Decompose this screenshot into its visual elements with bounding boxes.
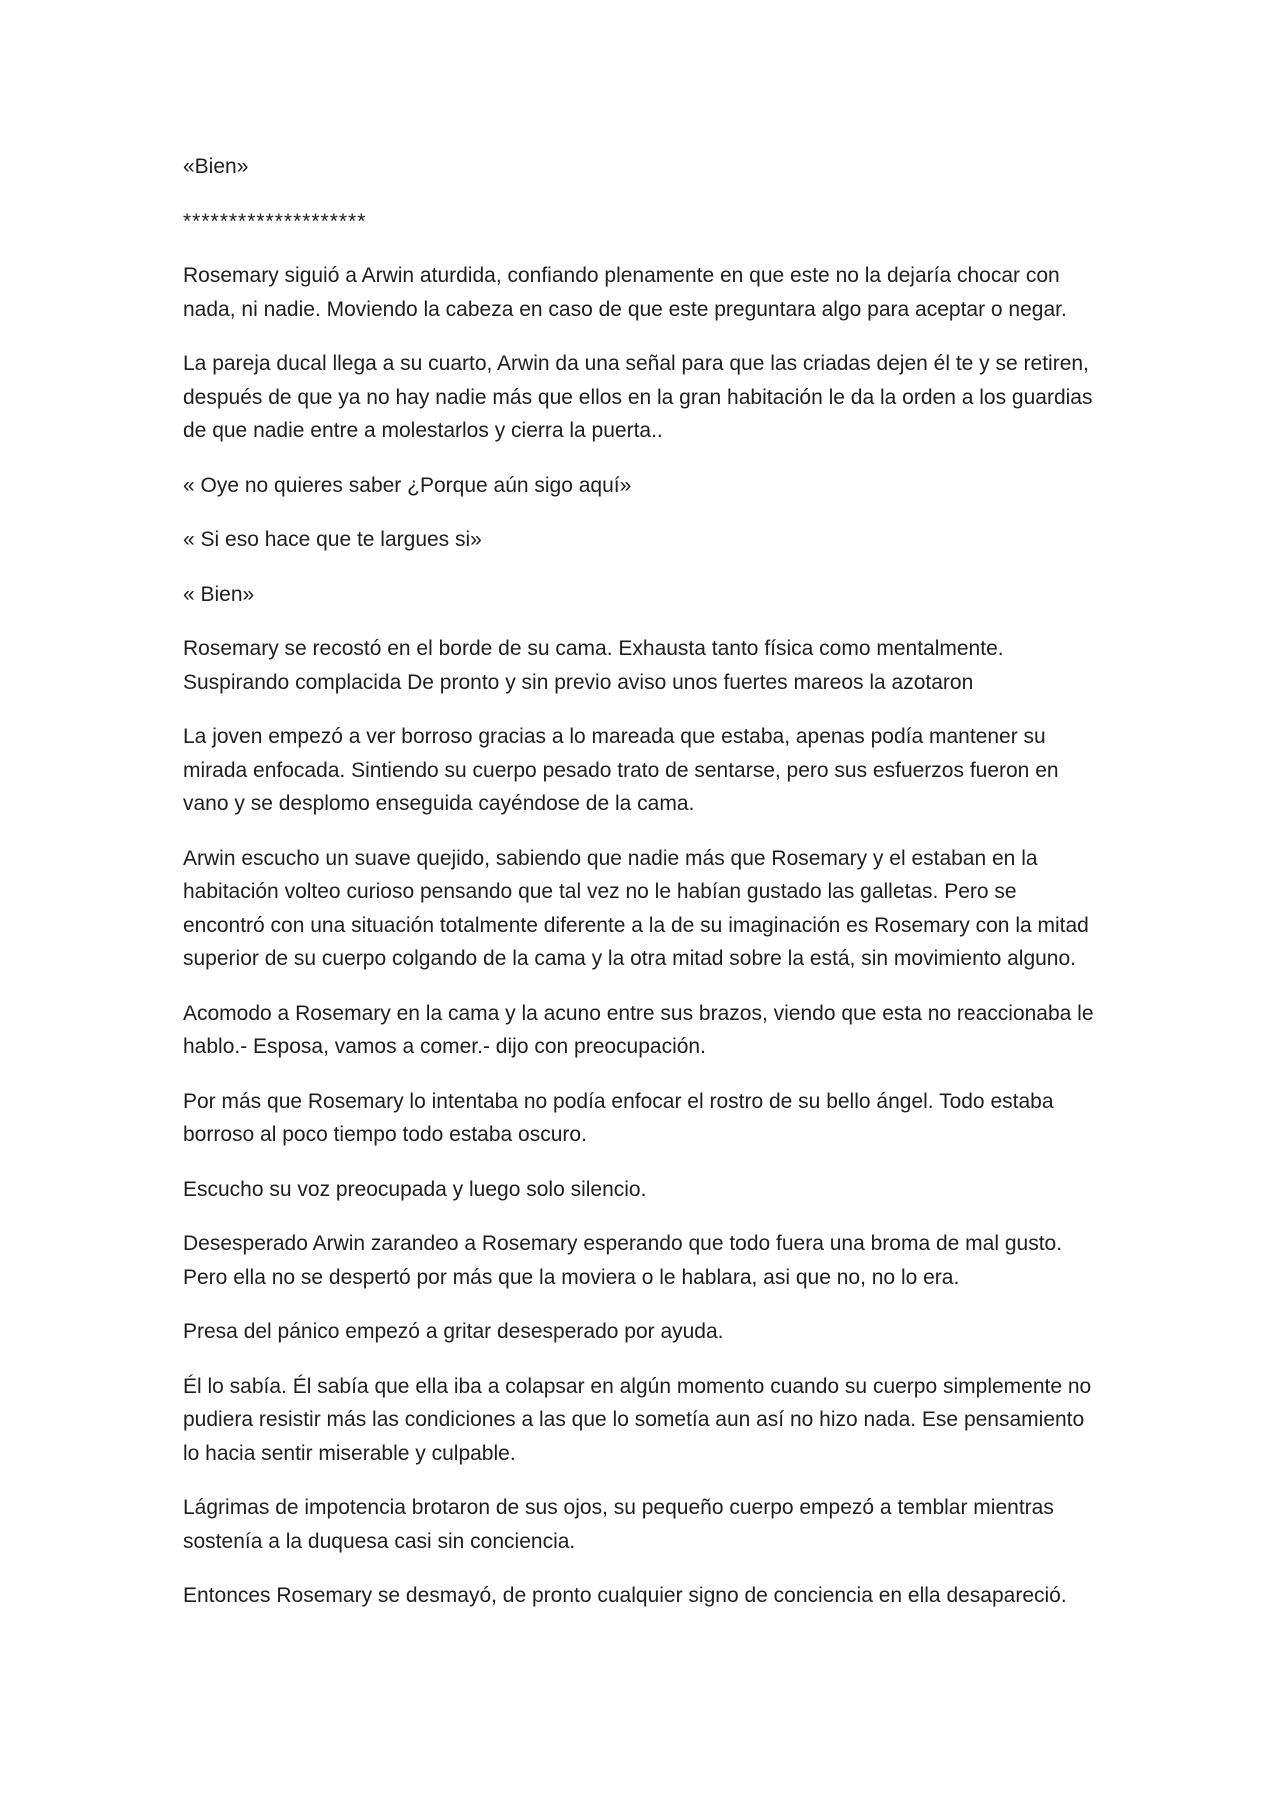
paragraph: Presa del pánico empezó a gritar desesperado por ayuda. (183, 1320, 724, 1343)
dialogue-line: « Bien» (183, 582, 255, 606)
paragraph: La pareja ducal llega a su cuarto, Arwin da una señal para que las criadas dejen él te y se retiren, después de que ya no hay nadie más que ellos en la gran habitación le da la orden a los guardias de que nadie entre a molestarlos y cierra la puerta.. (183, 352, 1093, 442)
dialogue-line: « Oye no quieres saber ¿Porque aún sigo aquí» (183, 473, 632, 497)
dialogue-line: «Bien» (183, 155, 249, 178)
paragraph: Él lo sabía. Él sabía que ella iba a colapsar en algún momento cuando su cuerpo simplemente no pudiera resistir más las condiciones a las que lo sometía aun así no hizo nada. Ese pensamiento lo hacia sentir miserable y culpable. (183, 1374, 1092, 1465)
paragraph: Arwin escucho un suave quejido, sabiendo que nadie más que Rosemary y el estaban en la habitación volteo curioso pensando que tal vez no le habían gustado las galletas. Pero se encontró con una situación totalmente diferente a la de su imaginación es Rosemary con la mitad superior de su cuerpo colgando de la cama y la otra mitad sobre la está, sin movimiento alguno. (183, 846, 1089, 970)
scene-separator: ******************** (183, 209, 367, 233)
paragraph: Por más que Rosemary lo intentaba no podía enfocar el rostro de su bello ángel. Todo estaba borroso al poco tiempo todo estaba oscuro. (183, 1089, 1054, 1146)
dialogue-line: « Si eso hace que te largues si» (183, 528, 482, 551)
document-body (183, 150, 1103, 1634)
paragraph: La joven empezó a ver borroso gracias a lo mareada que estaba, apenas podía mantener su mirada enfocada. Sintiendo su cuerpo pesado trato de sentarse, pero sus esfuerzos fueron en vano y se desplomo enseguida cayéndose de la cama. (183, 725, 1059, 815)
paragraph: Rosemary se recostó en el borde de su cama. Exhausta tanto física como mentalmente. Suspirando complacida De pronto y sin previo aviso unos fuertes mareos la azotaron (183, 637, 1004, 694)
paragraph: Rosemary siguió a Arwin aturdida, confiando plenamente en que este no la dejaría chocar con nada, ni nadie. Moviendo la cabeza en caso de que este preguntara algo para aceptar o negar. (183, 264, 1067, 321)
paragraph: Escucho su voz preocupada y luego solo silencio. (183, 1177, 647, 1201)
paragraph: Entonces Rosemary se desmayó, de pronto cualquier signo de conciencia en ella desapareció. (183, 1584, 1067, 1607)
paragraph: Lágrimas de impotencia brotaron de sus ojos, su pequeño cuerpo empezó a temblar mientras sostenía a la duquesa casi sin conciencia. (183, 1496, 1054, 1553)
paragraph: Desesperado Arwin zarandeo a Rosemary esperando que todo fuera una broma de mal gusto. Pero ella no se despertó por más que la moviera o le hablara, asi que no, no lo era. (183, 1232, 1063, 1289)
paragraph: Acomodo a Rosemary en la cama y la acuno entre sus brazos, viendo que esta no reaccionaba le hablo.- Esposa, vamos a comer.- dijo con preocupación. (183, 1001, 1094, 1058)
